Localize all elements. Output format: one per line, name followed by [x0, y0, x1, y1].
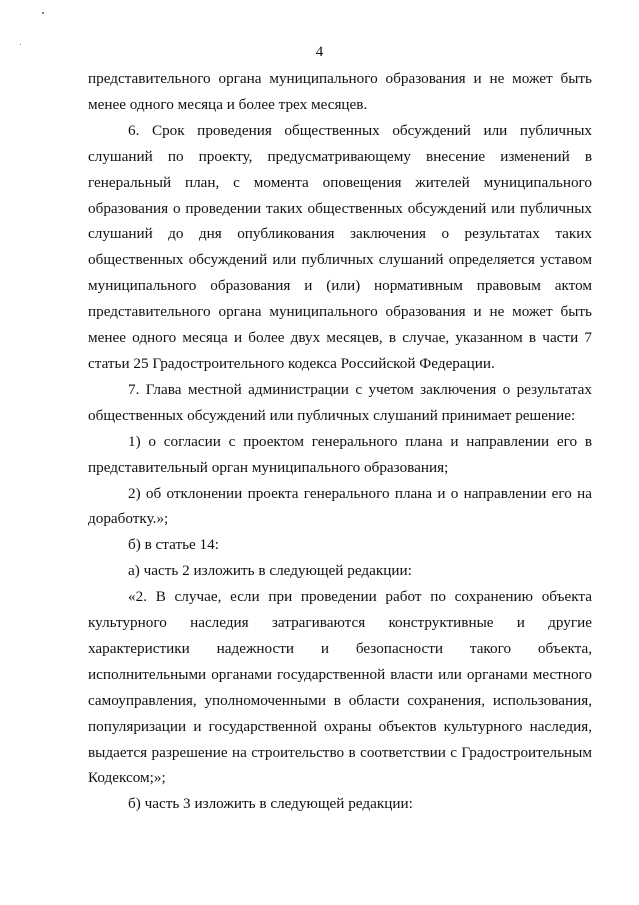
- paragraph-subitem-2: 2) об отклонении проекта генерального плана и о направлении его на доработку.»;: [88, 484, 592, 528]
- paragraph-article-14: б) в статье 14:: [128, 536, 219, 554]
- paragraph-item-7: 7. Глава местной администрации с учетом заключения о результатах общественных обсуждений или публичных слушаний принимает решение:: [88, 380, 592, 424]
- paragraph-subitem-1: 1) о согласии с проектом генерального плана и направлении его в представительный орган муниципального образования;: [88, 432, 592, 476]
- paragraph-part-3-heading: б) часть 3 изложить в следующей редакции:: [128, 795, 413, 813]
- page-number: 4: [315, 44, 324, 60]
- scan-speck: [42, 12, 44, 14]
- paragraph-item-6: 6. Срок проведения общественных обсуждений или публичных слушаний по проекту, предусматривающему внесение изменений в генеральный план, с момента оповещения жителей муниципального образования о проведении таких общественных обсуждений или публичных слушаний до дня опубликования заключения о результатах таких общественных обсуждений или публичных слушаний определяется уставом муниципального образования и (или) нормативным правовым актом представительного органа муниципального образования и не может быть менее одного месяца и более двух месяцев, в случае, указанном в части 7 статьи 25 Градостроительного кодекса Российской Федерации.: [88, 121, 592, 372]
- paragraph-continuation: представительного органа муниципального образования и не может быть менее одного месяца и более трех месяцев.: [88, 70, 592, 113]
- paragraph-part-2-heading: а) часть 2 изложить в следующей редакции:: [128, 562, 412, 580]
- document-body: [88, 66, 592, 817]
- paragraph-part-2-text: «2. В случае, если при проведении работ по сохранению объекта культурного наследия затрагиваются конструктивные и другие характеристики надежности и безопасности такого объекта, исполнительными органами государственной власти или органами местного самоуправления, уполномоченными в области сохранения, использования, популяризации и государственной охраны объектов культурного наследия, выдается разрешение на строительство в соответствии с Градостроительным Кодексом;»;: [88, 588, 592, 787]
